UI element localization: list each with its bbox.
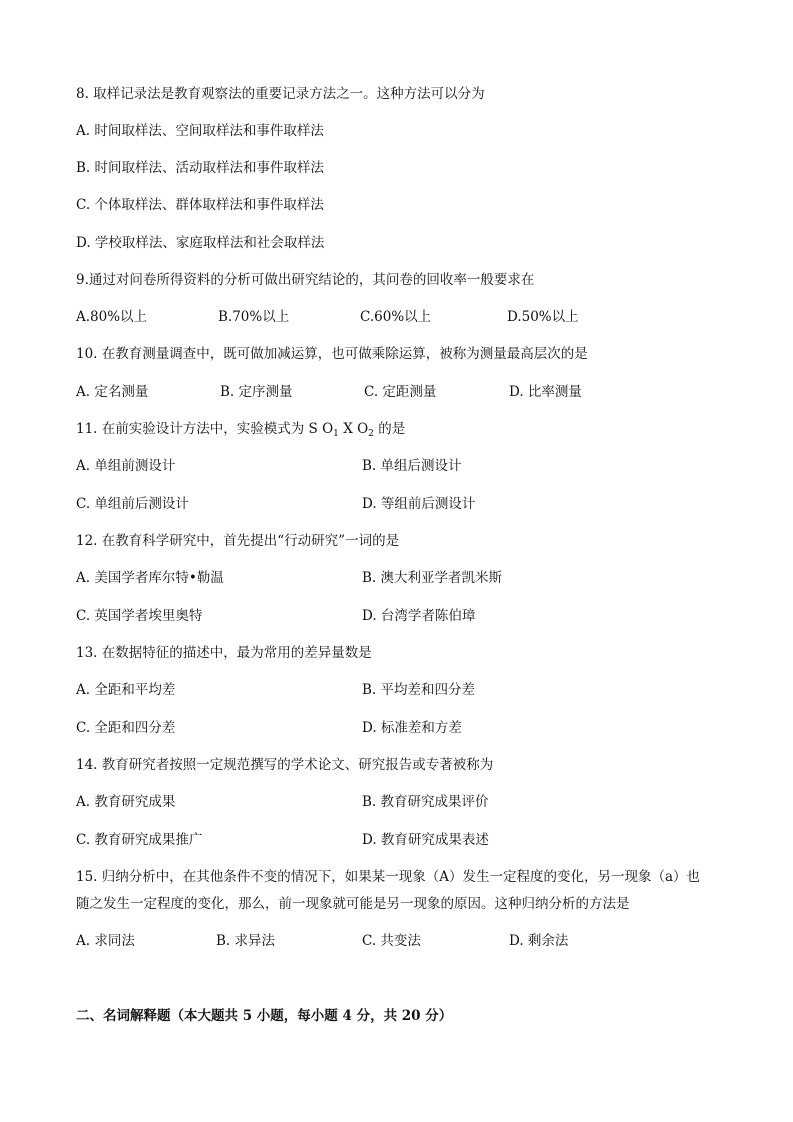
question-8-option-a: A. 时间取样法、空间取样法和事件取样法 (76, 123, 324, 139)
question-13-option-c: C. 全距和四分差 (76, 720, 176, 736)
question-15-stem-line-2: 随之发生一定程度的变化，那么，前一现象就可能是另一现象的原因。这种归纳分析的方法是 (76, 896, 630, 912)
question-11-stem: 11. 在前实验设计方法中，实验模式为 S $O_1$ X $O_2$ 的是 (76, 421, 406, 439)
question-13-option-d: D. 标准差和方差 (362, 720, 462, 736)
question-8-option-c: C. 个体取样法、群体取样法和事件取样法 (76, 197, 324, 213)
question-12-option-c: C. 英国学者埃里奥特 (76, 608, 203, 624)
question-8-option-d: D. 学校取样法、家庭取样法和社会取样法 (76, 235, 325, 251)
question-9-stem: 9.通过对问卷所得资料的分析可做出研究结论的，其问卷的回收率一般要求在 (76, 272, 535, 288)
section-2-heading: 二、名词解释题（本大题共 5 小题，每小题 4 分，共 20 分） (76, 1008, 453, 1024)
question-10-option-a: A. 定名测量 (76, 384, 149, 400)
question-14-option-b: B. 教育研究成果评价 (362, 794, 489, 810)
question-10-option-b: B. 定序测量 (220, 384, 293, 400)
question-15-option-b: B. 求异法 (216, 933, 276, 949)
question-15-option-a: A. 求同法 (76, 933, 135, 949)
question-12-option-d: D. 台湾学者陈伯璋 (362, 608, 476, 624)
question-15-option-d: D. 剩余法 (509, 933, 569, 949)
question-11-option-d: D. 等组前后测设计 (362, 496, 476, 512)
question-14-option-d: D. 教育研究成果表述 (362, 832, 489, 848)
question-11-option-c: C. 单组前后测设计 (76, 496, 189, 512)
question-10-option-c: C. 定距测量 (364, 384, 437, 400)
question-14-option-a: A. 教育研究成果 (76, 794, 176, 810)
question-12-stem: 12. 在教育科学研究中，首先提出“行动研究”一词的是 (76, 533, 400, 549)
question-13-option-b: B. 平均差和四分差 (362, 682, 476, 698)
question-13-stem: 13. 在数据特征的描述中，最为常用的差异量数是 (76, 645, 372, 661)
question-8-stem: 8. 取样记录法是教育观察法的重要记录方法之一。这种方法可以分为 (76, 86, 485, 102)
question-11-option-b: B. 单组后测设计 (362, 458, 462, 474)
question-8-option-b: B. 时间取样法、活动取样法和事件取样法 (76, 160, 325, 176)
question-9-option-b: B.70%以上 (218, 309, 290, 325)
question-14-stem: 14. 教育研究者按照一定规范撰写的学术论文、研究报告或专著被称为 (76, 757, 494, 773)
question-9-option-a: A.80%以上 (76, 309, 148, 325)
question-11-option-a: A. 单组前测设计 (76, 458, 176, 474)
question-9-option-d: D.50%以上 (507, 309, 579, 325)
question-9-option-c: C.60%以上 (360, 309, 432, 325)
question-12-option-b: B. 澳大利亚学者凯米斯 (362, 570, 503, 586)
question-13-option-a: A. 全距和平均差 (76, 682, 176, 698)
question-10-stem: 10. 在教育测量调查中，既可做加减运算，也可做乘除运算，被称为测量最高层次的是 (76, 346, 588, 362)
question-12-option-a: A. 美国学者库尔特•勒温 (76, 570, 224, 586)
question-15-stem-line-1: 15. 归纳分析中，在其他条件不变的情况下，如果某一现象（A）发生一定程度的变化，另一现象（a）也 (76, 869, 701, 885)
question-14-option-c: C. 教育研究成果推广 (76, 832, 203, 848)
question-10-option-d: D. 比率测量 (509, 384, 582, 400)
question-15-option-c: C. 共变法 (362, 933, 421, 949)
